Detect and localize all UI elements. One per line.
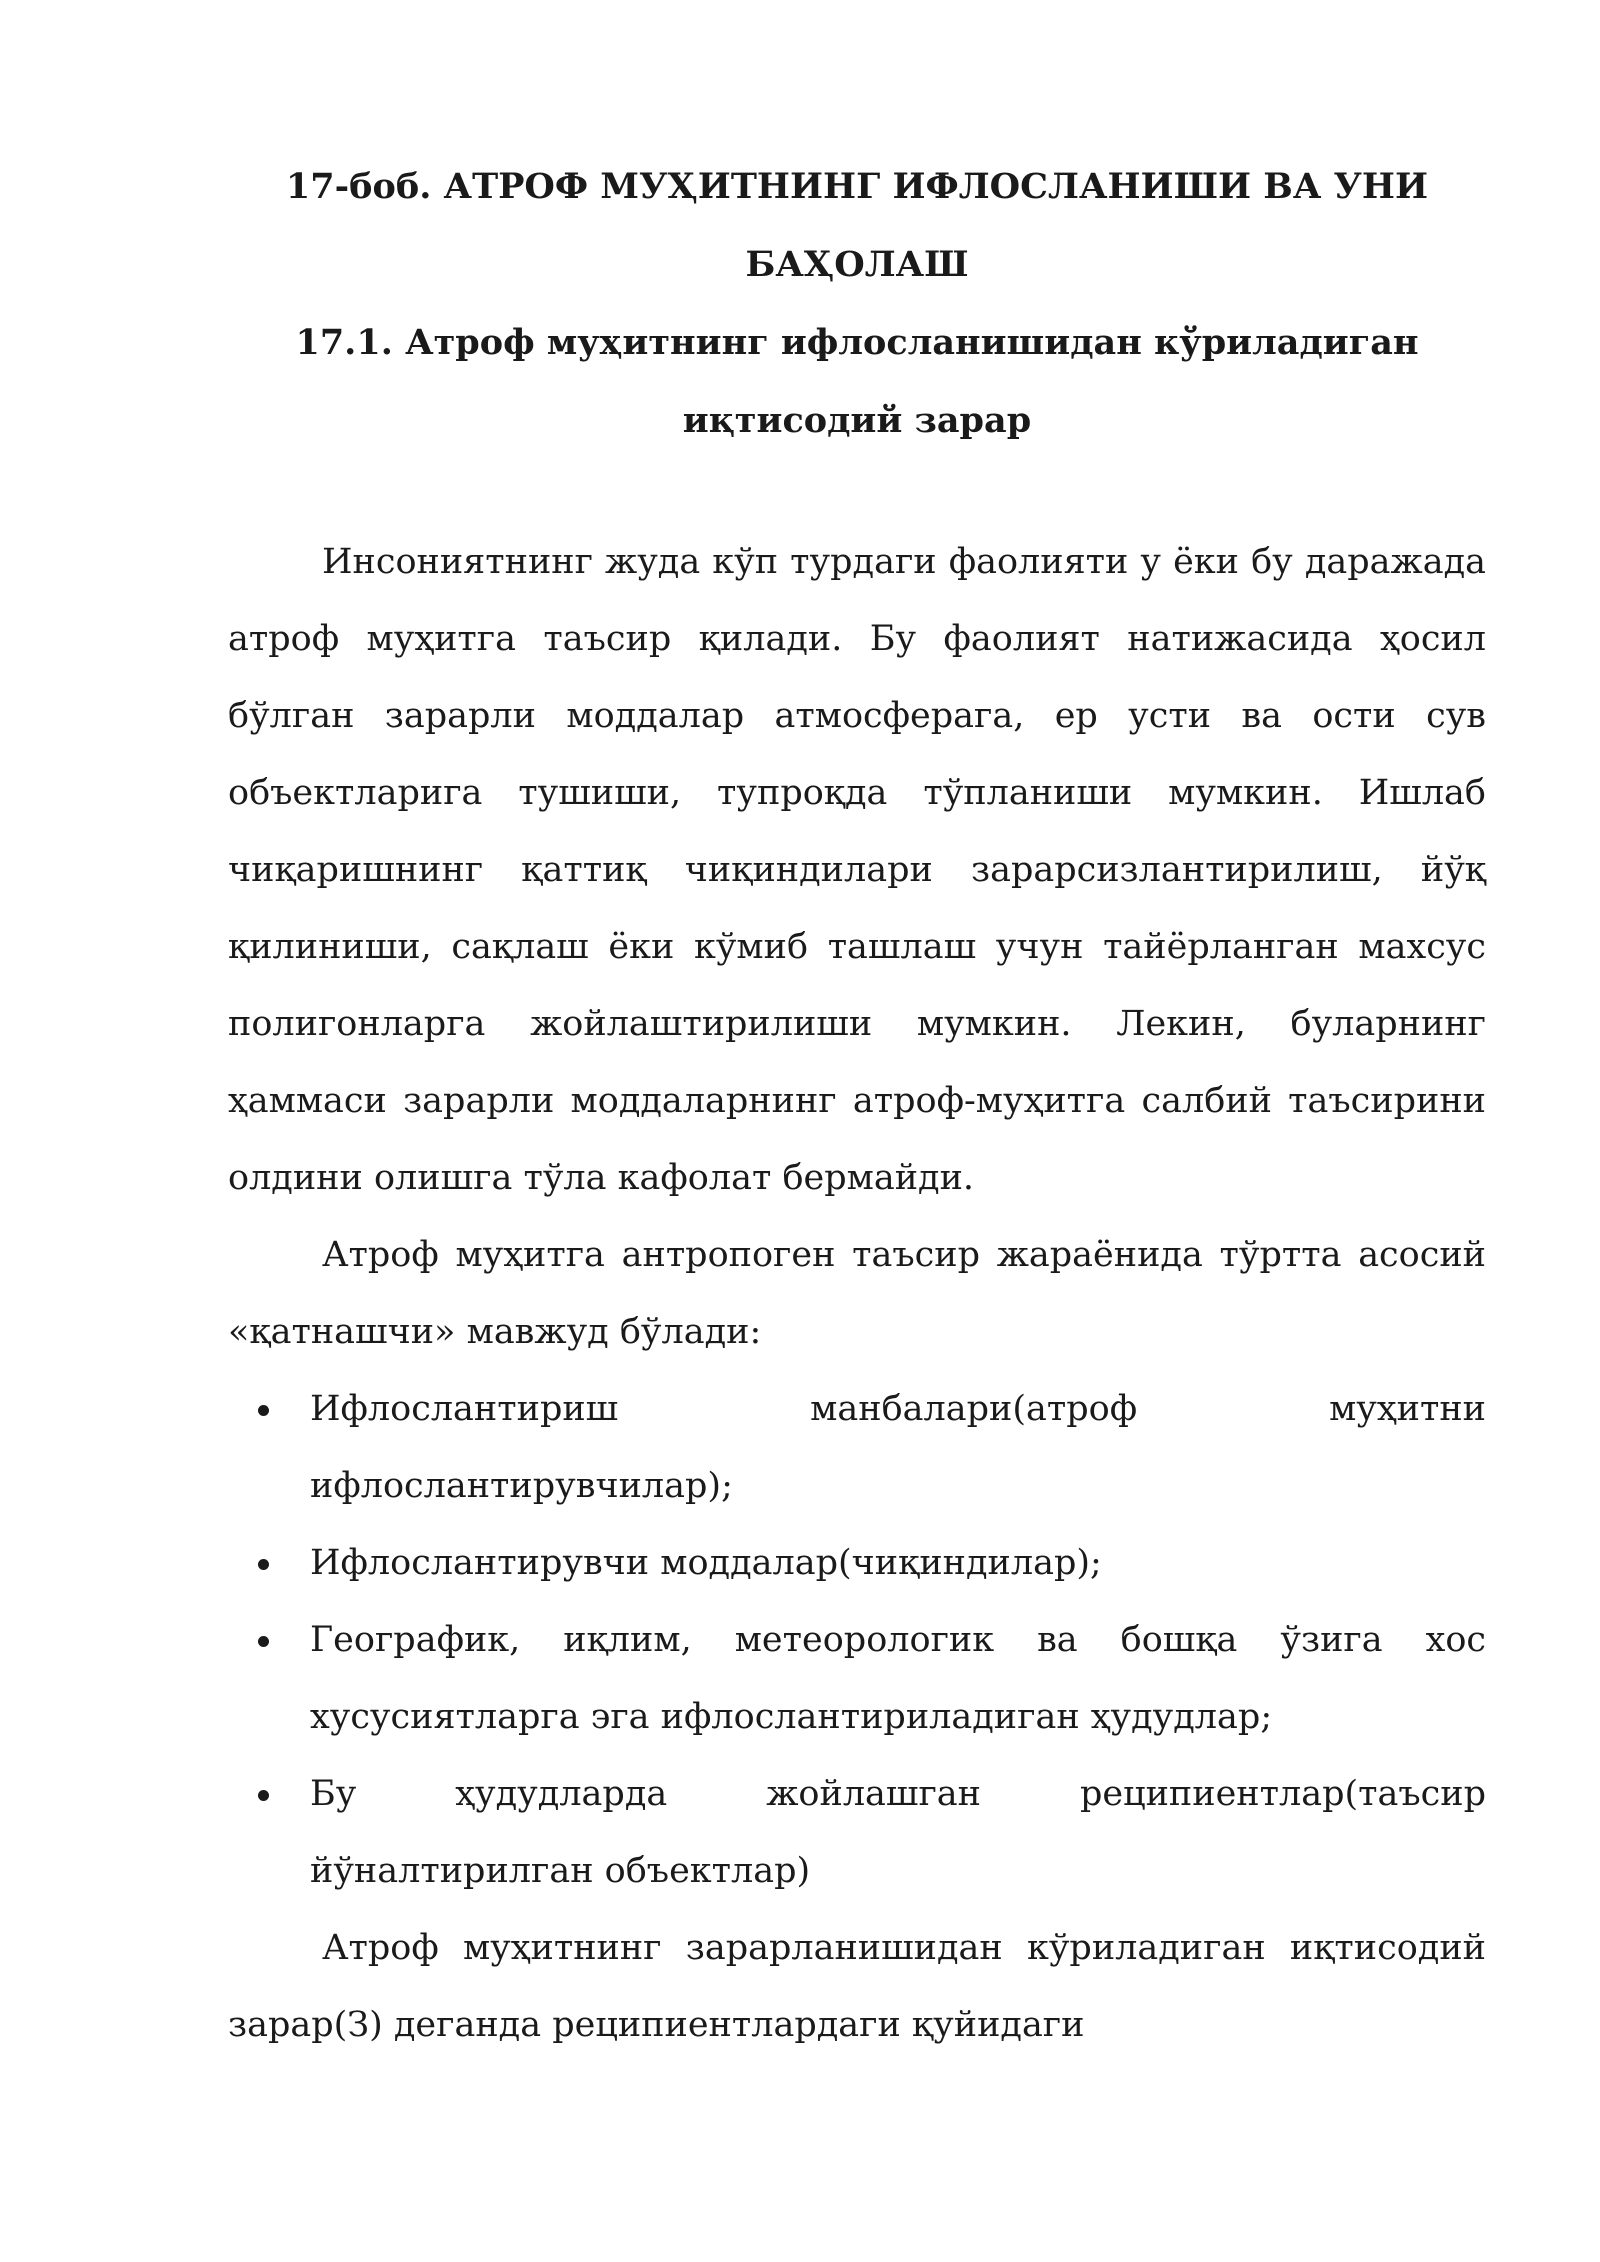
paragraph-participants: Атроф муҳитга антропоген таъсир жараёнида тўртта асосий «қатнашчи» мавжуд бўлади: bbox=[228, 1235, 1486, 1352]
section-title: 17.1. Атроф муҳитнинг ифлосланишидан кўриладиган иқтисодий зарар bbox=[295, 322, 1419, 441]
participants-list bbox=[228, 1371, 1486, 1910]
chapter-title: 17-боб. АТРОФ МУҲИТНИНГ ИФЛОСЛАНИШИ ВА УНИ БАҲОЛАШ bbox=[285, 166, 1429, 285]
list-item bbox=[228, 1602, 1486, 1756]
spacer bbox=[228, 460, 1486, 524]
bullet-icon bbox=[258, 1559, 269, 1570]
bullet-icon bbox=[258, 1405, 269, 1416]
list-item-text: Ифлослантириш манбалари(атроф муҳитни ифлослантирувчилар); bbox=[310, 1389, 1486, 1506]
list-item bbox=[228, 1371, 1486, 1525]
list-item-text: Бу ҳудудларда жойлашган реципиентлар(таъсир йўналтирилган объектлар) bbox=[310, 1774, 1486, 1891]
list-item-text: Географик, иқлим, метеорологик ва бошқа ўзига хос хусусиятларга эга ифлослантириладиган ҳудудлар; bbox=[310, 1620, 1486, 1737]
paragraph-damage: Атроф муҳитнинг зарарланишидан кўриладиган иқтисодий зарар(З) деганда реципиентлардаги қуйидаги bbox=[228, 1928, 1486, 2045]
list-item bbox=[228, 1525, 1486, 1602]
list-item-text: Ифлослантирувчи моддалар(чиқиндилар); bbox=[310, 1543, 1102, 1583]
bullet-icon bbox=[258, 1636, 269, 1647]
list-item bbox=[228, 1756, 1486, 1910]
paragraph-intro: Инсониятнинг жуда кўп турдаги фаолияти у ёки бу даражада атроф муҳитга таъсир қилади. Бу фаолият натижасида ҳосил бўлган зарарли моддалар атмосферага, ер усти ва ости сув объектларига тушиши, тупроқда тўпланиши мумкин. Ишлаб чиқаришнинг қаттиқ чиқиндилари зарарсизлантирилиш, йўқ қилиниши, сақлаш ёки кўмиб ташлаш учун тайёрланган махсус полигонларга жойлаштирилиши мумкин. Лекин, буларнинг ҳаммаси зарарли моддаларнинг атроф-муҳитга салбий таъсирини олдини олишга тўла кафолат бермайди. bbox=[228, 542, 1486, 1198]
document-content bbox=[228, 148, 1486, 2064]
bullet-icon bbox=[258, 1790, 269, 1801]
